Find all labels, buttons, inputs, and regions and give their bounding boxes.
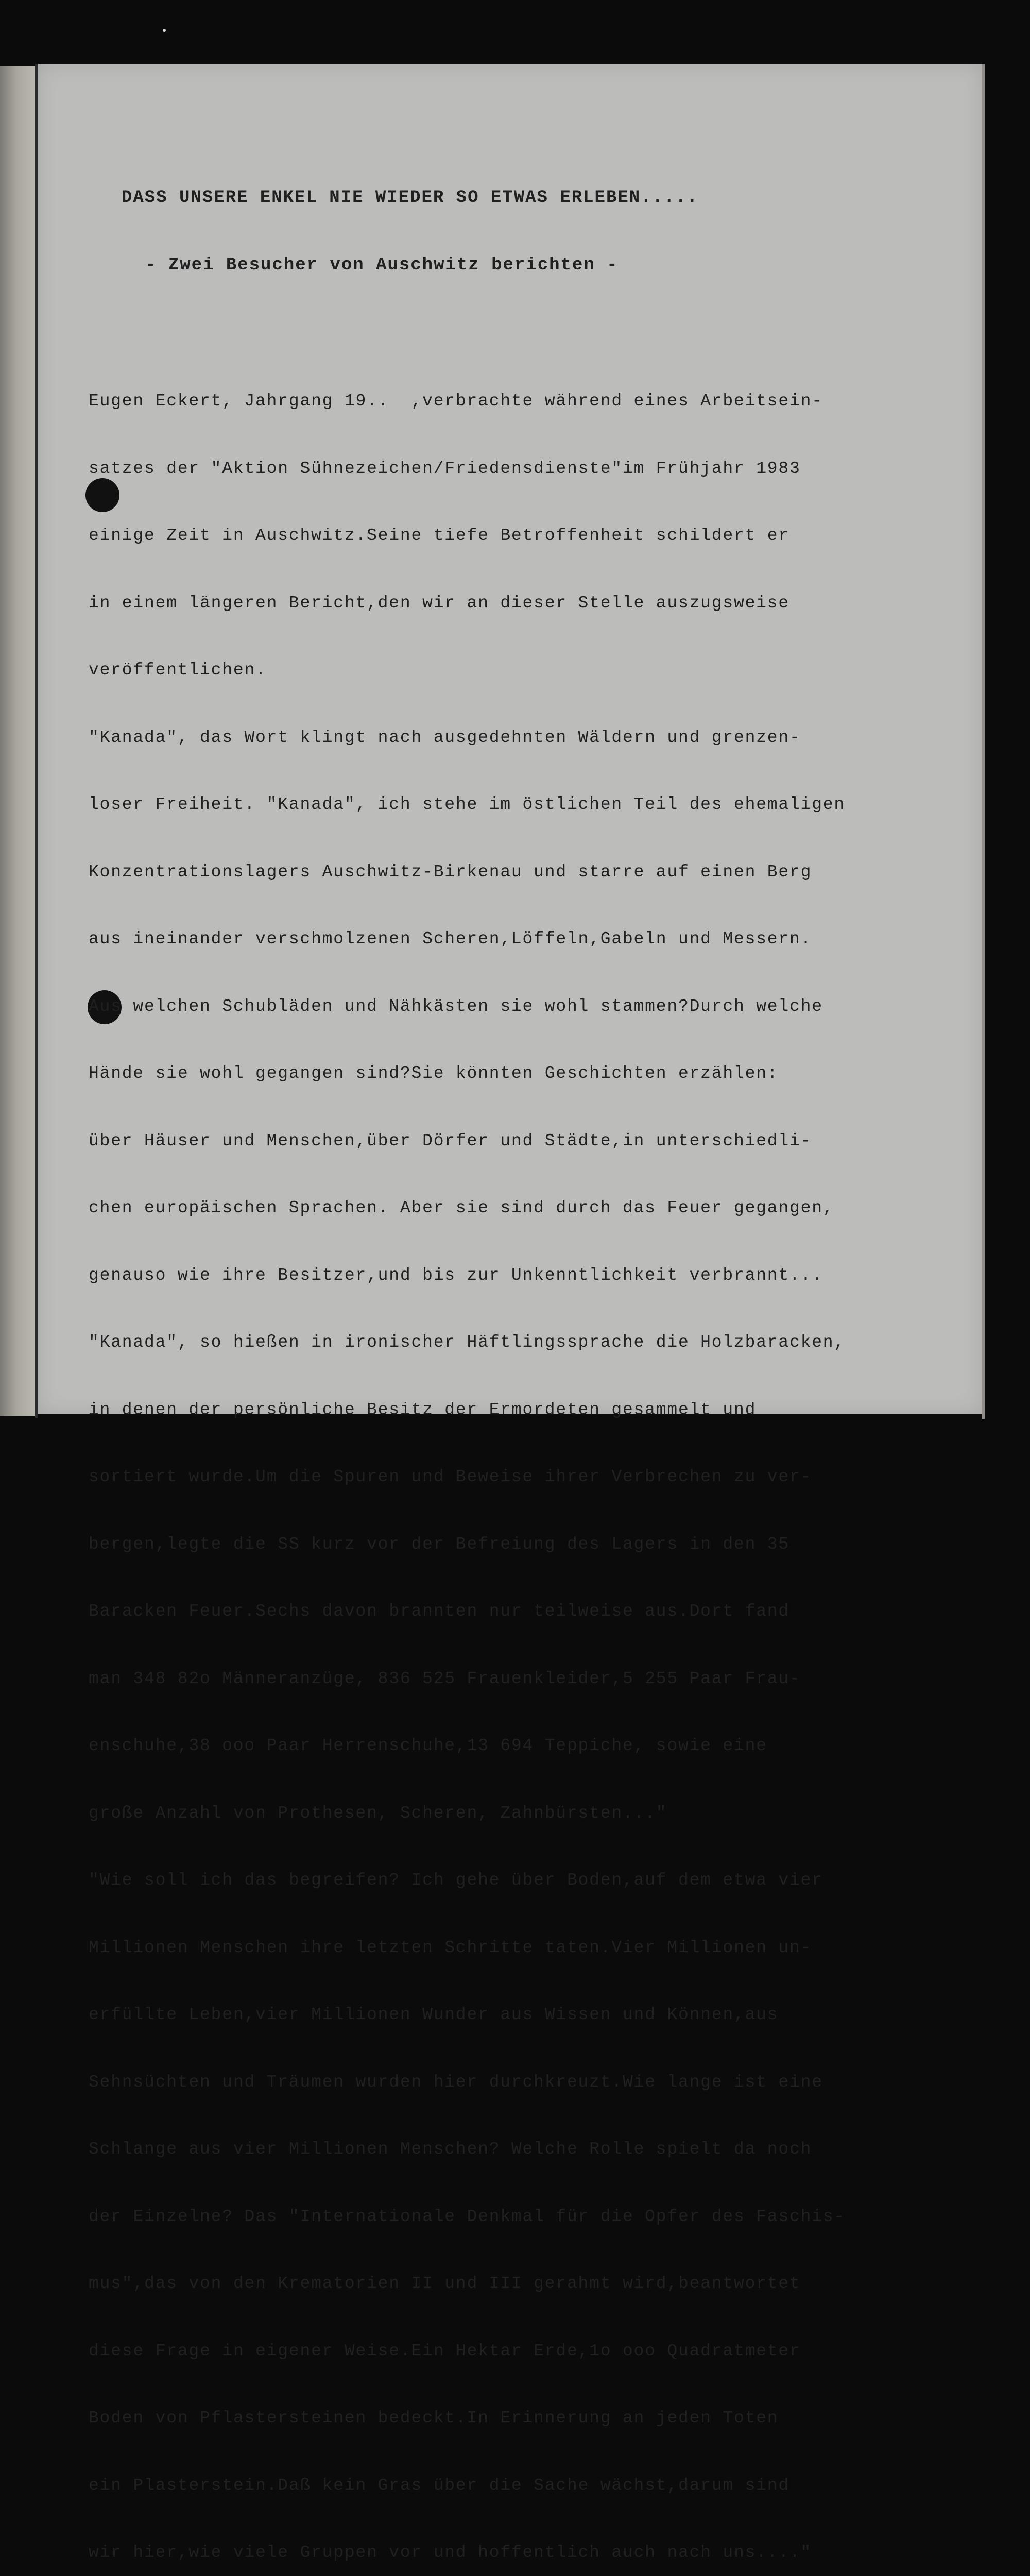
text-line: Sehnsüchten und Träumen wurden hier durchkreuzt.Wie lange ist eine <box>89 2072 823 2092</box>
page-right-edge <box>982 64 985 1419</box>
text-line: Hände sie wohl gegangen sind?Sie könnten Geschichten erzählen: <box>89 1064 779 1083</box>
text-line: in einem längeren Bericht,den wir an dieser Stelle auszugsweise <box>89 593 790 613</box>
text-line: Boden von Pflastersteinen bedeckt.In Erinnerung an jeden Toten <box>89 2409 779 2428</box>
adjacent-page-edge <box>0 66 37 1416</box>
text-line: in denen der persönliche Besitz der Ermordeten gesammelt und <box>89 1400 757 1419</box>
document-title: DASS UNSERE ENKEL NIE WIEDER SO ETWAS ERLEBEN..... <box>122 188 699 208</box>
text-line: große Anzahl von Prothesen, Scheren, Zahnbürsten..." <box>89 1803 667 1823</box>
text-line: enschuhe,38 ooo Paar Herrenschuhe,13 694 Teppiche, sowie eine <box>89 1736 767 1755</box>
text-line: mus",das von den Krematorien II und III gerahmt wird,beantwortet <box>89 2274 801 2293</box>
text-line: einige Zeit in Auschwitz.Seine tiefe Betroffenheit schildert er <box>89 526 790 545</box>
text-line: "Kanada", das Wort klingt nach ausgedehnten Wäldern und grenzen- <box>89 727 801 747</box>
text-line: Baracken Feuer.Sechs davon brannten nur teilweise aus.Dort fand <box>89 1602 790 1621</box>
text-line: sortiert wurde.Um die Spuren und Beweise ihrer Verbrechen zu ver- <box>89 1467 812 1486</box>
paragraph-1 <box>89 349 918 2576</box>
dust-speck <box>163 29 166 32</box>
text-line: chen europäischen Sprachen. Aber sie sind durch das Feuer gegangen, <box>89 1198 834 1217</box>
document-subtitle: - Zwei Besucher von Auschwitz berichten - <box>145 256 619 275</box>
text-line: Eugen Eckert, Jahrgang 19.. ,verbrachte während eines Arbeitsein- <box>89 392 823 411</box>
text-line: diese Frage in eigener Weise.Ein Hektar Erde,1o ooo Quadratmeter <box>89 2341 801 2361</box>
text-line: satzes der "Aktion Sühnezeichen/Friedensdienste"im Frühjahr 1983 <box>89 459 801 478</box>
text-line: Aus welchen Schubläden und Nähkästen sie wohl stammen?Durch welche <box>89 996 823 1016</box>
text-line: loser Freiheit. "Kanada", ich stehe im östlichen Teil des ehemaligen <box>89 795 846 814</box>
text-line: Millionen Menschen ihre letzten Schritte taten.Vier Millionen un- <box>89 1938 812 1957</box>
text-line: ein Plasterstein.Daß kein Gras über die Sache wächst,darum sind <box>89 2476 790 2495</box>
text-line: Konzentrationslagers Auschwitz-Birkenau und starre auf einen Berg <box>89 862 812 882</box>
text-line: veröffentlichen. <box>89 660 267 680</box>
text-line: der Einzelne? Das "Internationale Denkmal für die Opfer des Faschis- <box>89 2207 846 2226</box>
text-line: Schlange aus vier Millionen Menschen? Welche Rolle spielt da noch <box>89 2140 812 2159</box>
text-line: "Wie soll ich das begreifen? Ich gehe über Boden,auf dem etwa vier <box>89 1871 823 1890</box>
text-line: "Kanada", so hießen in ironischer Häftlingssprache die Holzbaracken, <box>89 1333 846 1352</box>
text-line: bergen,legte die SS kurz vor der Befreiung des Lagers in den 35 <box>89 1534 790 1554</box>
text-line: aus ineinander verschmolzenen Scheren,Löffeln,Gabeln und Messern. <box>89 929 812 948</box>
text-line: wir hier,wie viele Gruppen vor und hoffentlich auch nach uns...." <box>89 2543 812 2562</box>
text-line: genauso wie ihre Besitzer,und bis zur Unkenntlichkeit verbrannt... <box>89 1265 823 1285</box>
text-line: erfüllte Leben,vier Millionen Wunder aus Wissen und Können,aus <box>89 2005 779 2024</box>
typewritten-text <box>89 145 918 2576</box>
text-line: über Häuser und Menschen,über Dörfer und Städte,in unterschiedli- <box>89 1131 812 1150</box>
text-line: man 348 82o Männeranzüge, 836 525 Frauenkleider,5 255 Paar Frau- <box>89 1669 801 1688</box>
